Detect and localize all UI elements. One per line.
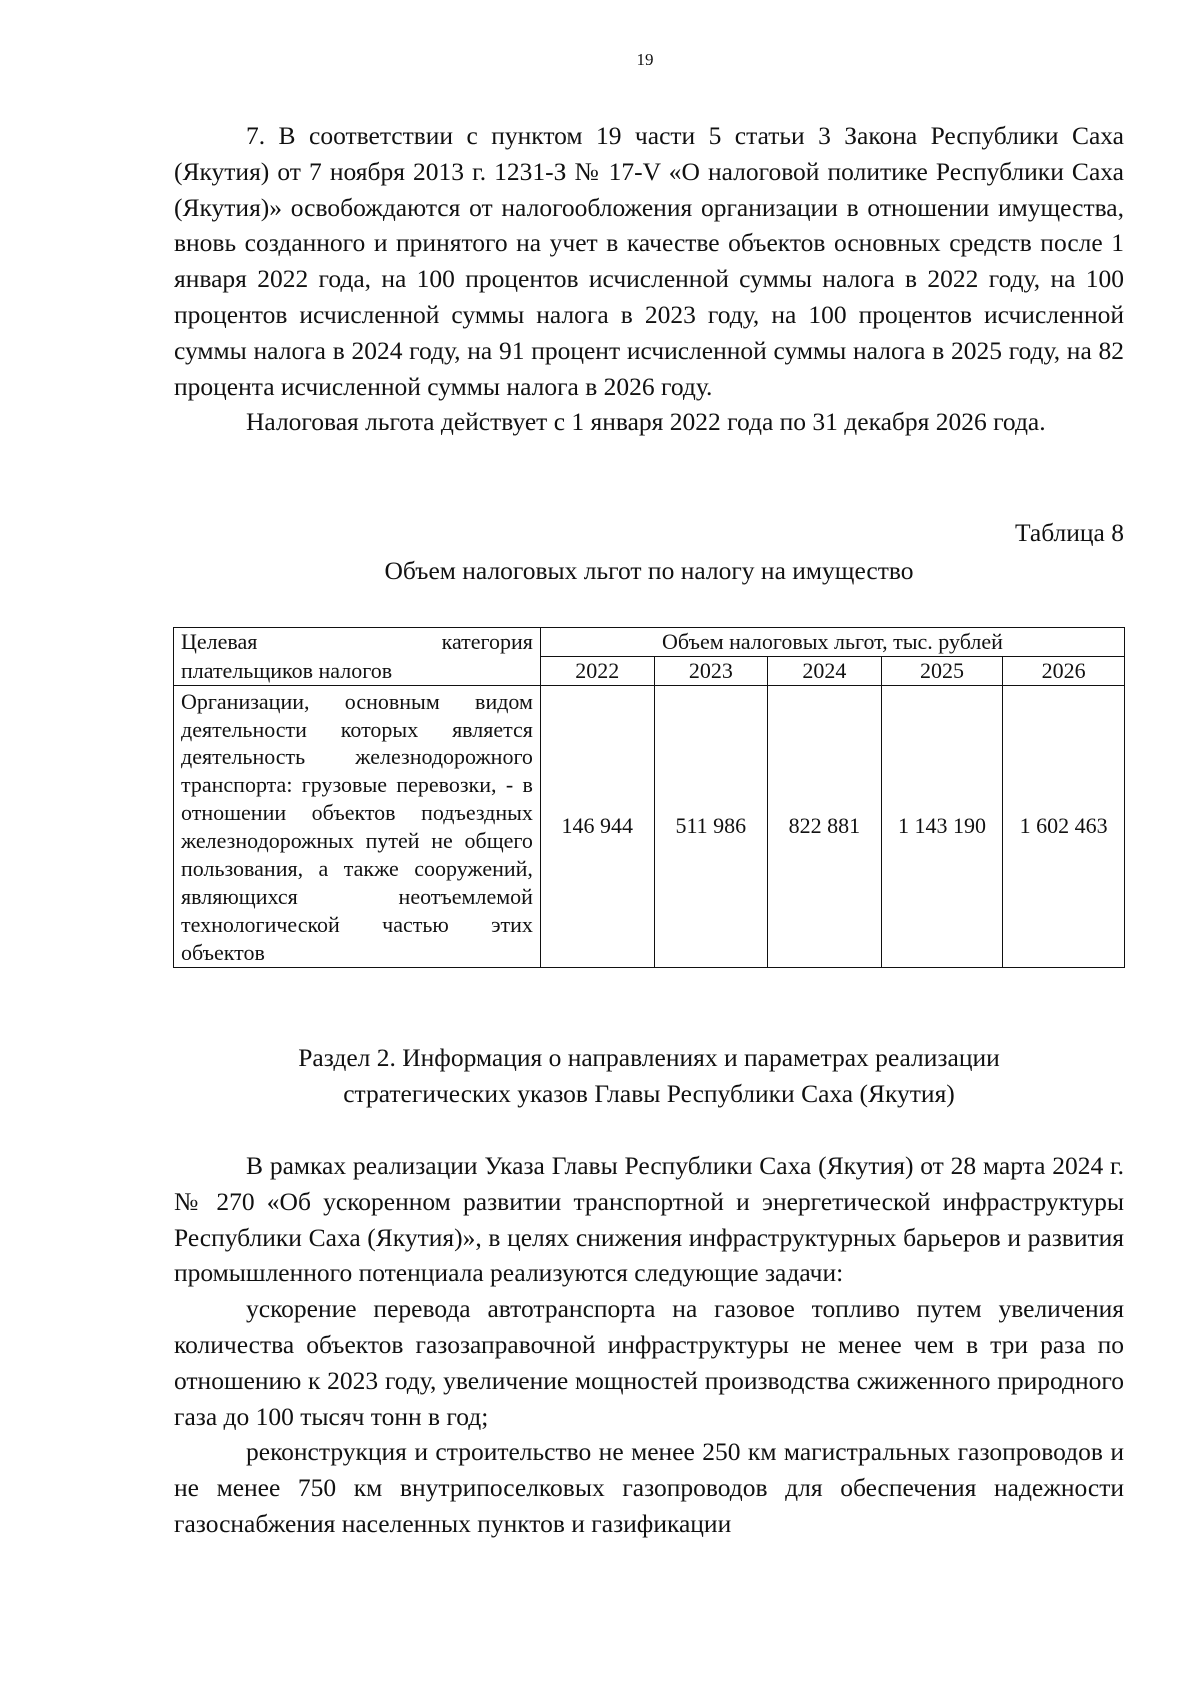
tax-benefits-table: [173, 627, 1125, 968]
section-title-line2: стратегических указов Главы Республики Саха (Якутия): [343, 1079, 955, 1108]
paragraph-benefit-period: Налоговая льгота действует с 1 января 2022 года по 31 декабря 2026 года.: [246, 407, 1046, 437]
paragraph-gas-pipelines: реконструкция и строительство не менее 250 км магистральных газопроводов и не менее 750 км внутрипоселковых газопроводов для обеспечения надежности газоснабжения населенных пунктов и газификации: [174, 1437, 1124, 1538]
value-2023: 511 986: [654, 685, 768, 967]
header-category-line2: плательщиков налогов: [174, 656, 541, 685]
paragraph-gas-fuel: ускорение перевода автотранспорта на газовое топливо путем увеличения количества объектов газозаправочной инфраструктуры не менее чем в три раза по отношению к 2023 году, увеличение мощностей производства сжиженного природного газа до 100 тысяч тонн в год;: [174, 1294, 1124, 1431]
table-header-row-2: [174, 656, 1125, 685]
header-volume: Объем налоговых льгот, тыс. рублей: [540, 628, 1124, 657]
table-title: Объем налоговых льгот по налогу на имущество: [384, 556, 914, 585]
table-label: Таблица 8: [1014, 518, 1124, 547]
row-category: Организации, основным видом деятельности которых является деятельность железнодорожного транспорта: грузовые перевозки, - в отношении объектов подъездных железнодорожных путей не общего пользования, а также сооружений, являющихся неотъемлемой технологической частью этих объектов: [174, 685, 541, 967]
value-2022: 146 944: [540, 685, 654, 967]
page-number: 19: [636, 50, 654, 69]
paragraph-tax-exemption: 7. В соответствии с пунктом 19 части 5 статьи 3 Закона Республики Саха (Якутия) от 7 ноября 2013 г. 1231-З № 17-V «О налоговой политике Республики Саха (Якутия)» освобождаются от налогообложения организации в отношении имущества, вновь созданного и принятого на учет в качестве объектов основных средств после 1 января 2022 года, на 100 процентов исчисленной суммы налога в 2022 году, на 100 процентов исчисленной суммы налога в 2023 году, на 100 процентов исчисленной суммы налога в 2024 году, на 91 процент исчисленной суммы налога в 2025 году, на 82 процента исчисленной суммы налога в 2026 году.: [174, 121, 1124, 401]
value-2025: 1 143 190: [881, 685, 1003, 967]
header-year-2026: 2026: [1003, 656, 1125, 685]
header-year-2022: 2022: [540, 656, 654, 685]
section-title: [174, 1040, 1124, 1112]
top-text-block: [174, 118, 1124, 440]
table-row: [174, 685, 1125, 967]
header-year-2025: 2025: [881, 656, 1003, 685]
bottom-text-block: [174, 1148, 1124, 1542]
value-2026: 1 602 463: [1003, 685, 1125, 967]
value-2024: 822 881: [768, 685, 882, 967]
header-year-2023: 2023: [654, 656, 768, 685]
paragraph-decree: В рамках реализации Указа Главы Республики Саха (Якутия) от 28 марта 2024 г. № 270 «Об ускоренном развитии транспортной и энергетической инфраструктуры Республики Саха (Якутия)», в целях снижения инфраструктурных барьеров и развития промышленного потенциала реализуются следующие задачи:: [174, 1151, 1124, 1288]
section-title-line1: Раздел 2. Информация о направлениях и параметрах реализации: [298, 1043, 1000, 1072]
table-header-row-1: [174, 628, 1125, 657]
header-category-line1: Целевая категория: [174, 628, 541, 657]
header-year-2024: 2024: [768, 656, 882, 685]
